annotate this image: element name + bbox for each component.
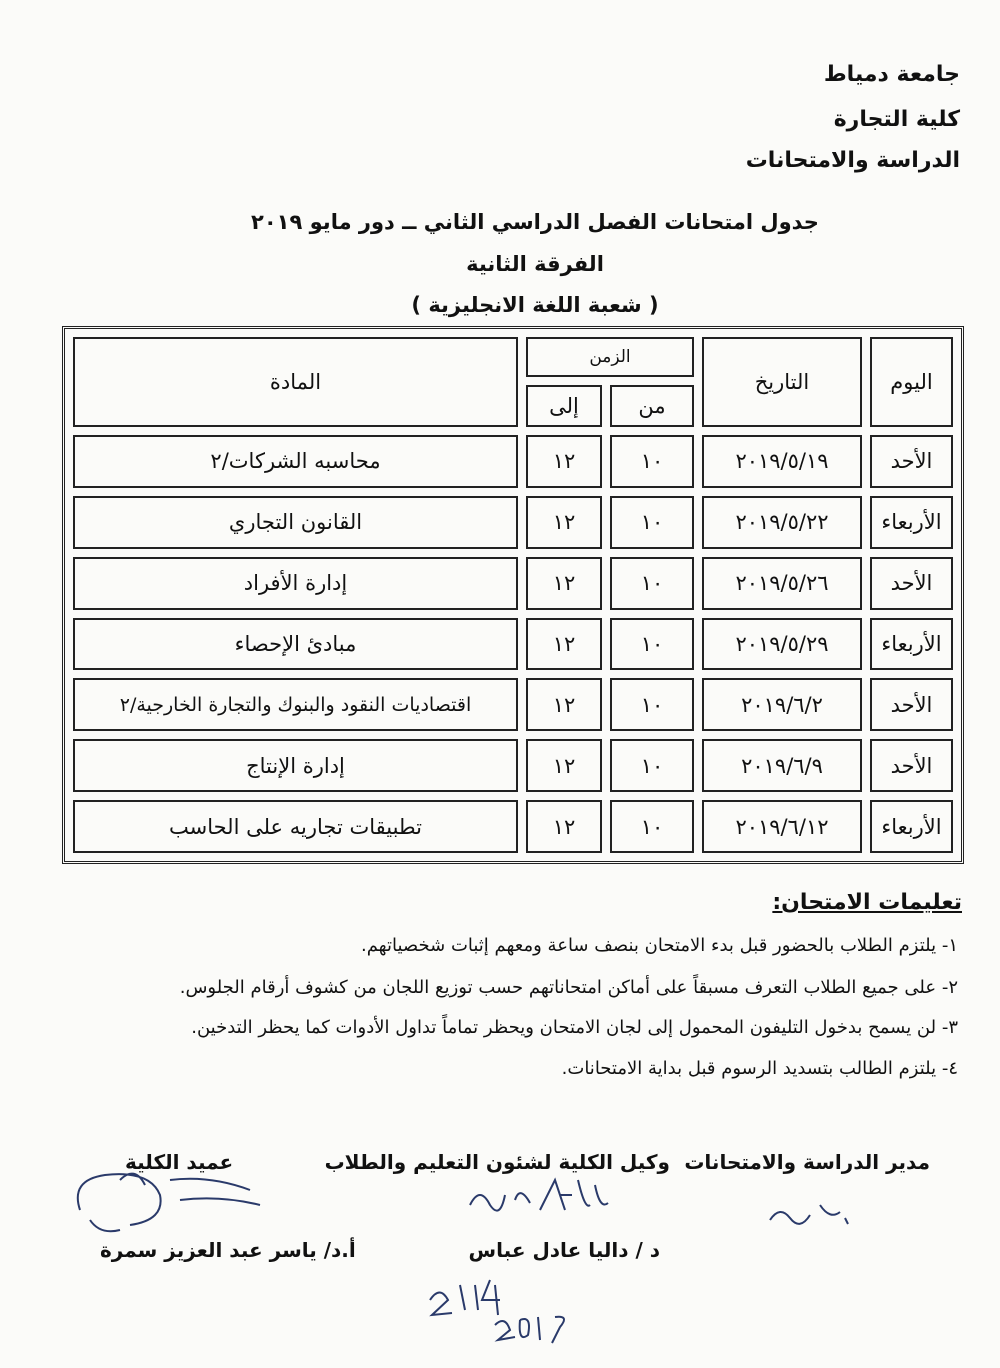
table-row xyxy=(73,739,953,792)
header-time: الزمن xyxy=(526,337,694,377)
instructions-title: تعليمات الامتحان: xyxy=(772,890,962,915)
header-date: التاريخ xyxy=(702,337,862,427)
header-from: من xyxy=(610,385,694,427)
header-to: إلى xyxy=(526,385,602,427)
year-title: الفرقة الثانية xyxy=(466,252,604,276)
row-subject: القانون التجاري xyxy=(73,496,518,549)
university-name: جامعة دمياط xyxy=(823,62,960,87)
row-date: ٢٠١٩/٥/٢٢ xyxy=(702,496,862,549)
instruction-item: ٢- على جميع الطلاب التعرف مسبقاً على أماكن امتحاناتهم حسب توزيع اللجان من كشوف أرقام الجلوس. xyxy=(179,977,958,998)
row-from: ١٠ xyxy=(610,557,694,610)
row-subject: محاسبه الشركات/٢ xyxy=(73,435,518,488)
row-subject: اقتصاديات النقود والبنوك والتجارة الخارجية/٢ xyxy=(73,678,518,731)
row-from: ١٠ xyxy=(610,496,694,549)
row-to: ١٢ xyxy=(526,739,602,792)
table-row xyxy=(73,496,953,549)
row-subject: تطبيقات تجاريه على الحاسب xyxy=(73,800,518,853)
row-from: ١٠ xyxy=(610,739,694,792)
faculty-name: كلية التجارة xyxy=(833,107,960,132)
row-date: ٢٠١٩/٥/٢٦ xyxy=(702,557,862,610)
row-day: الأحد xyxy=(870,435,953,488)
row-to: ١٢ xyxy=(526,800,602,853)
header-day: اليوم xyxy=(870,337,953,427)
row-to: ١٢ xyxy=(526,435,602,488)
row-date: ٢٠١٩/٦/١٢ xyxy=(702,800,862,853)
dean-handwritten-signature xyxy=(60,1150,270,1250)
vice-dean-signature-label: وكيل الكلية لشئون التعليم والطلاب xyxy=(324,1150,670,1174)
director-signature-label: مدير الدراسة والامتحانات xyxy=(684,1150,930,1174)
row-date: ٢٠١٩/٥/٢٩ xyxy=(702,618,862,671)
schedule-title: جدول امتحانات الفصل الدراسي الثاني ــ دور مايو ٢٠١٩ xyxy=(251,210,819,234)
table-row xyxy=(73,678,953,731)
table-row xyxy=(73,618,953,671)
row-from: ١٠ xyxy=(610,435,694,488)
row-day: الأحد xyxy=(870,739,953,792)
division-title: ( شعبة اللغة الانجليزية ) xyxy=(411,293,659,317)
table-row xyxy=(73,557,953,610)
row-day: الأربعاء xyxy=(870,496,953,549)
row-day: الأحد xyxy=(870,557,953,610)
row-day: الأربعاء xyxy=(870,800,953,853)
header-subject: المادة xyxy=(73,337,518,427)
row-subject: إدارة الأفراد xyxy=(73,557,518,610)
row-to: ١٢ xyxy=(526,678,602,731)
row-date: ٢٠١٩/٦/٢ xyxy=(702,678,862,731)
table-header-row xyxy=(73,337,953,377)
row-date: ٢٠١٩/٥/١٩ xyxy=(702,435,862,488)
row-from: ١٠ xyxy=(610,618,694,671)
instruction-item: ٤- يلتزم الطالب بتسديد الرسوم قبل بداية الامتحانات. xyxy=(561,1058,958,1079)
handwritten-date xyxy=(420,1255,580,1345)
row-from: ١٠ xyxy=(610,678,694,731)
table-row xyxy=(73,800,953,853)
row-date: ٢٠١٩/٦/٩ xyxy=(702,739,862,792)
vice-dean-name: د / داليا عادل عباس xyxy=(468,1238,660,1262)
table-row xyxy=(73,435,953,488)
dean-name: أ.د/ ياسر عبد العزيز سمرة xyxy=(100,1238,356,1262)
row-subject: إدارة الإنتاج xyxy=(73,739,518,792)
row-to: ١٢ xyxy=(526,618,602,671)
row-day: الأحد xyxy=(870,678,953,731)
exam-schedule-table xyxy=(62,326,964,864)
instruction-item: ١- يلتزم الطلاب بالحضور قبل بدء الامتحان بنصف ساعة ومعهم إثبات شخصياتهم. xyxy=(360,935,958,956)
dean-signature-label: عميد الكلية xyxy=(125,1150,234,1174)
row-day: الأربعاء xyxy=(870,618,953,671)
instruction-item: ٣- لن يسمح بدخول التليفون المحمول إلى لجان الامتحان ويحظر تماماً تداول الأدوات كما يحظر التدخين. xyxy=(191,1017,958,1038)
row-subject: مبادئ الإحصاء xyxy=(73,618,518,671)
row-to: ١٢ xyxy=(526,496,602,549)
department-name: الدراسة والامتحانات xyxy=(745,148,960,173)
row-to: ١٢ xyxy=(526,557,602,610)
director-handwritten-signature xyxy=(760,1190,870,1240)
vice-dean-handwritten-signature xyxy=(460,1165,620,1235)
row-from: ١٠ xyxy=(610,800,694,853)
